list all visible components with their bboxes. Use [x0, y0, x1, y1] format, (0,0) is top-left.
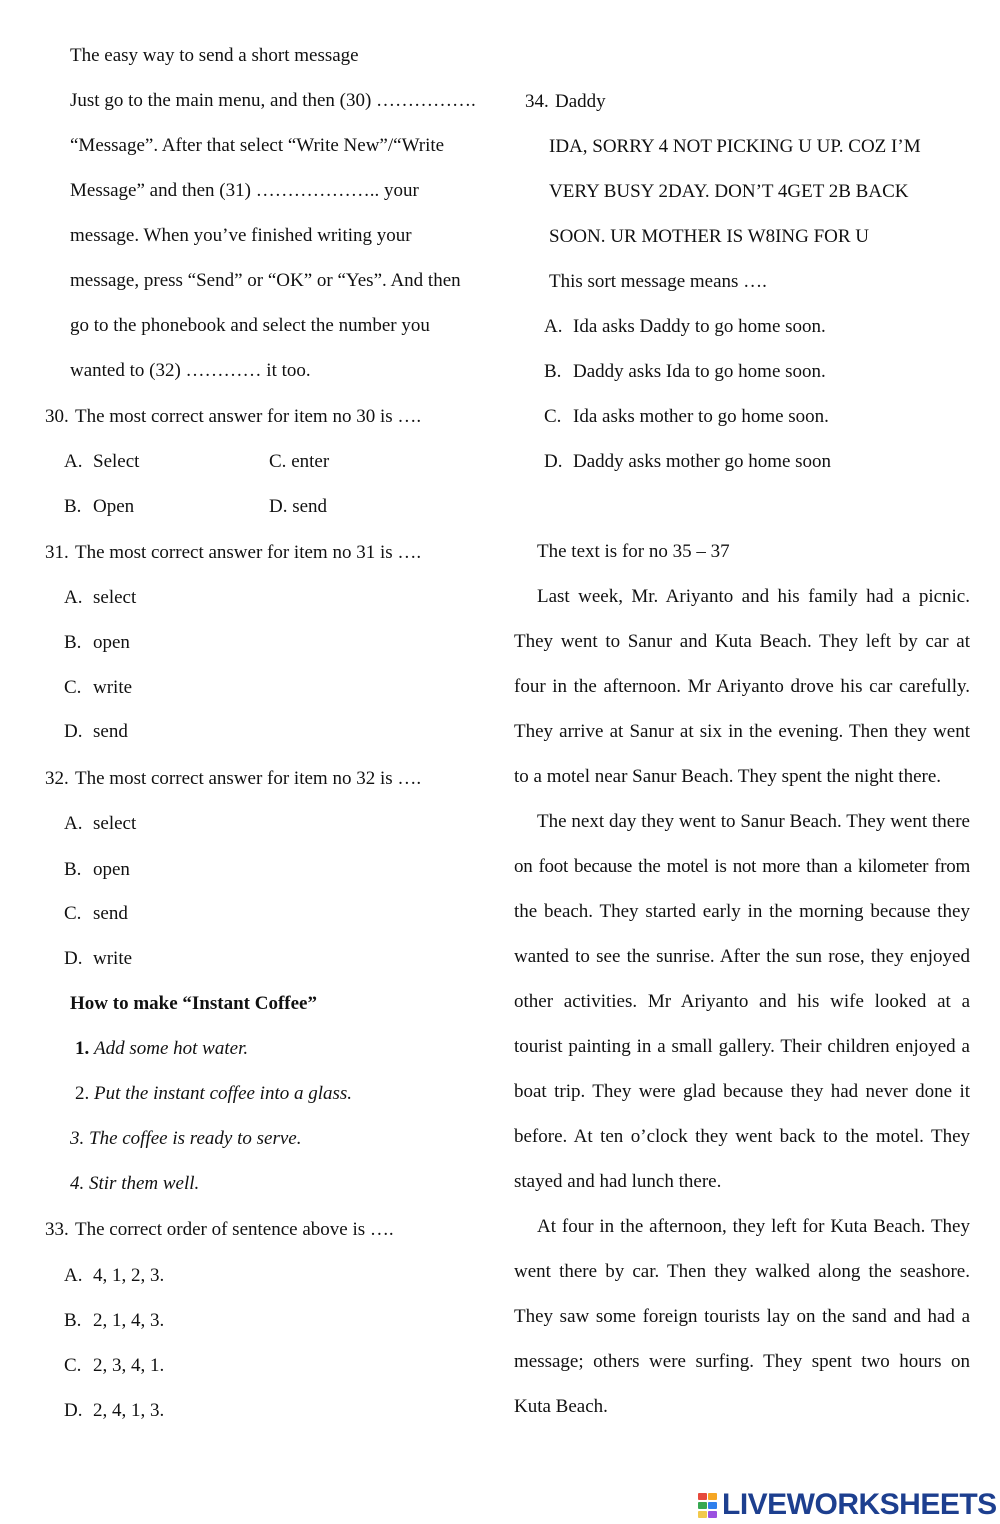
story-line: Kuta Beach.	[514, 1396, 608, 1417]
question-text: The most correct answer for item no 32 is ….	[75, 768, 422, 789]
option-31-c[interactable]	[64, 676, 132, 700]
option-letter: D.	[64, 948, 83, 969]
story-line: wanted to see the sunrise. After the sun rose, they enjoyed	[514, 946, 970, 967]
step-number: 2.	[75, 1083, 90, 1104]
question-31	[45, 541, 421, 565]
story-line: boat trip. They were glad because they had never done it	[514, 1081, 970, 1102]
question-prompt: This sort message means ….	[549, 271, 767, 292]
option-text: write	[93, 677, 133, 698]
question-number: 30.	[45, 406, 69, 427]
option-text: select	[93, 587, 137, 608]
option-letter: C.	[64, 903, 82, 924]
option-letter: A.	[64, 451, 83, 472]
story-line: went there by car. Then they walked along the seashore.	[514, 1261, 970, 1282]
option-text: send	[93, 721, 128, 742]
option-text: write	[93, 948, 133, 969]
story-line: At four in the afternoon, they left for Kuta Beach. They	[537, 1216, 970, 1237]
story-line: other activities. Mr Ariyanto and his wife looked at a	[514, 991, 970, 1012]
story-line: They went to Sanur and Kuta Beach. They left by car at	[514, 631, 970, 652]
option-text: 2, 4, 1, 3.	[93, 1400, 165, 1421]
option-letter: C.	[269, 451, 287, 472]
question-text: The most correct answer for item no 31 is ….	[75, 542, 422, 563]
liveworksheets-logo[interactable]	[698, 1488, 997, 1522]
question-text: The correct order of sentence above is ….	[75, 1219, 394, 1240]
story-line: tourist painting in a small gallery. Their children enjoyed a	[514, 1036, 970, 1057]
step-text: The coffee is ready to serve.	[89, 1128, 302, 1149]
option-32-b[interactable]	[64, 858, 130, 882]
story-line: They arrive at Sanur at six in the evening. Then they went	[514, 721, 970, 742]
step-text: Add some hot water.	[94, 1038, 249, 1059]
passage-title: The easy way to send a short message	[70, 45, 359, 66]
text-intro: The text is for no 35 – 37	[537, 541, 730, 562]
coffee-step-2	[75, 1082, 352, 1106]
option-text: enter	[291, 451, 330, 472]
option-30-a[interactable]	[64, 450, 139, 474]
option-34-c[interactable]	[544, 405, 829, 429]
option-text: Daddy asks mother go home soon	[573, 451, 832, 472]
option-text: select	[93, 813, 137, 834]
step-number: 3.	[70, 1128, 85, 1149]
option-31-a[interactable]	[64, 586, 136, 610]
step-text: Stir them well.	[89, 1173, 200, 1194]
option-32-a[interactable]	[64, 812, 136, 836]
story-line: before. At ten o’clock they went back to the motel. They	[514, 1126, 970, 1147]
passage-line: Message” and then (31) ……………….. your	[70, 180, 419, 201]
option-33-b[interactable]	[64, 1309, 164, 1333]
option-text: Ida asks mother to go home soon.	[573, 406, 829, 427]
option-text: Open	[93, 496, 135, 517]
option-letter: B.	[64, 496, 82, 517]
story-line: message; others were surfing. They spent two hours on	[514, 1351, 970, 1372]
question-30	[45, 405, 421, 429]
story-line: They saw some foreign tourists lay on the sand and had a	[514, 1306, 970, 1327]
option-letter: B.	[64, 1310, 82, 1331]
option-30-c[interactable]	[269, 450, 329, 474]
option-text: 4, 1, 2, 3.	[93, 1265, 165, 1286]
option-letter: C.	[64, 1355, 82, 1376]
option-text: 2, 1, 4, 3.	[93, 1310, 165, 1331]
logo-grid-icon	[698, 1493, 718, 1519]
option-32-c[interactable]	[64, 902, 128, 926]
story-line: stayed and had lunch there.	[514, 1171, 722, 1192]
question-number: 32.	[45, 768, 69, 789]
passage-line: message, press “Send” or “OK” or “Yes”. And then	[70, 270, 461, 291]
option-31-b[interactable]	[64, 631, 130, 655]
logo-text: LIVEWORKSHEETS	[722, 1488, 997, 1521]
question-33	[45, 1218, 394, 1242]
option-31-d[interactable]	[64, 720, 128, 744]
coffee-step-1	[75, 1037, 248, 1061]
coffee-step-3	[70, 1127, 301, 1151]
story-line: four in the afternoon. Mr Ariyanto drove his car carefully.	[514, 676, 970, 697]
option-33-d[interactable]	[64, 1399, 164, 1423]
option-text: Daddy asks Ida to go home soon.	[573, 361, 826, 382]
sms-line: SOON. UR MOTHER IS W8ING FOR U	[549, 226, 870, 247]
step-number: 1.	[75, 1038, 90, 1059]
option-letter: C.	[64, 677, 82, 698]
option-letter: D.	[269, 496, 288, 517]
option-30-d[interactable]	[269, 495, 327, 519]
option-34-d[interactable]	[544, 450, 831, 474]
passage-line: “Message”. After that select “Write New”/“Write	[70, 135, 445, 156]
step-number: 4.	[70, 1173, 85, 1194]
option-letter: A.	[64, 813, 83, 834]
option-letter: B.	[64, 632, 82, 653]
story-line: the beach. They started early in the morning because they	[514, 901, 970, 922]
sms-line: IDA, SORRY 4 NOT PICKING U UP. COZ I’M	[549, 136, 921, 157]
option-letter: B.	[544, 361, 562, 382]
option-text: 2, 3, 4, 1.	[93, 1355, 165, 1376]
passage-line: go to the phonebook and select the number you	[70, 315, 430, 336]
story-line: The next day they went to Sanur Beach. They went there	[537, 811, 970, 832]
question-text: The most correct answer for item no 30 is ….	[75, 406, 422, 427]
question-number: 31.	[45, 542, 69, 563]
option-text: send	[292, 496, 328, 517]
option-text: Select	[93, 451, 140, 472]
story-line: on foot because the motel is not more than a kilometer from	[514, 856, 970, 877]
question-32	[45, 767, 421, 791]
option-text: open	[93, 859, 130, 880]
question-text: Daddy	[555, 91, 606, 112]
option-33-c[interactable]	[64, 1354, 164, 1378]
option-letter: D.	[64, 721, 83, 742]
sms-line: VERY BUSY 2DAY. DON’T 4GET 2B BACK	[549, 181, 909, 202]
story-line: Last week, Mr. Ariyanto and his family had a picnic.	[537, 586, 970, 607]
passage-line: message. When you’ve finished writing your	[70, 225, 412, 246]
option-letter: A.	[64, 1265, 83, 1286]
option-33-a[interactable]	[64, 1264, 164, 1288]
option-32-d[interactable]	[64, 947, 132, 971]
question-number: 34.	[525, 91, 549, 112]
option-text: Ida asks Daddy to go home soon.	[573, 316, 826, 337]
option-letter: B.	[64, 859, 82, 880]
option-letter: A.	[64, 587, 83, 608]
option-letter: D.	[64, 1400, 83, 1421]
passage-line: wanted to (32) ………… it too.	[70, 360, 311, 381]
step-text: Put the instant coffee into a glass.	[94, 1083, 353, 1104]
coffee-step-4	[70, 1172, 199, 1196]
story-line: to a motel near Sanur Beach. They spent the night there.	[514, 766, 942, 787]
option-34-b[interactable]	[544, 360, 826, 384]
option-text: send	[93, 903, 128, 924]
option-letter: D.	[544, 451, 563, 472]
passage-line: Just go to the main menu, and then (30) …………….	[70, 90, 476, 111]
option-30-b[interactable]	[64, 495, 134, 519]
question-number: 33.	[45, 1219, 69, 1240]
question-34	[525, 90, 606, 114]
option-34-a[interactable]	[544, 315, 826, 339]
option-letter: A.	[544, 316, 563, 337]
coffee-title: How to make “Instant Coffee”	[70, 993, 317, 1014]
option-letter: C.	[544, 406, 562, 427]
option-text: open	[93, 632, 130, 653]
